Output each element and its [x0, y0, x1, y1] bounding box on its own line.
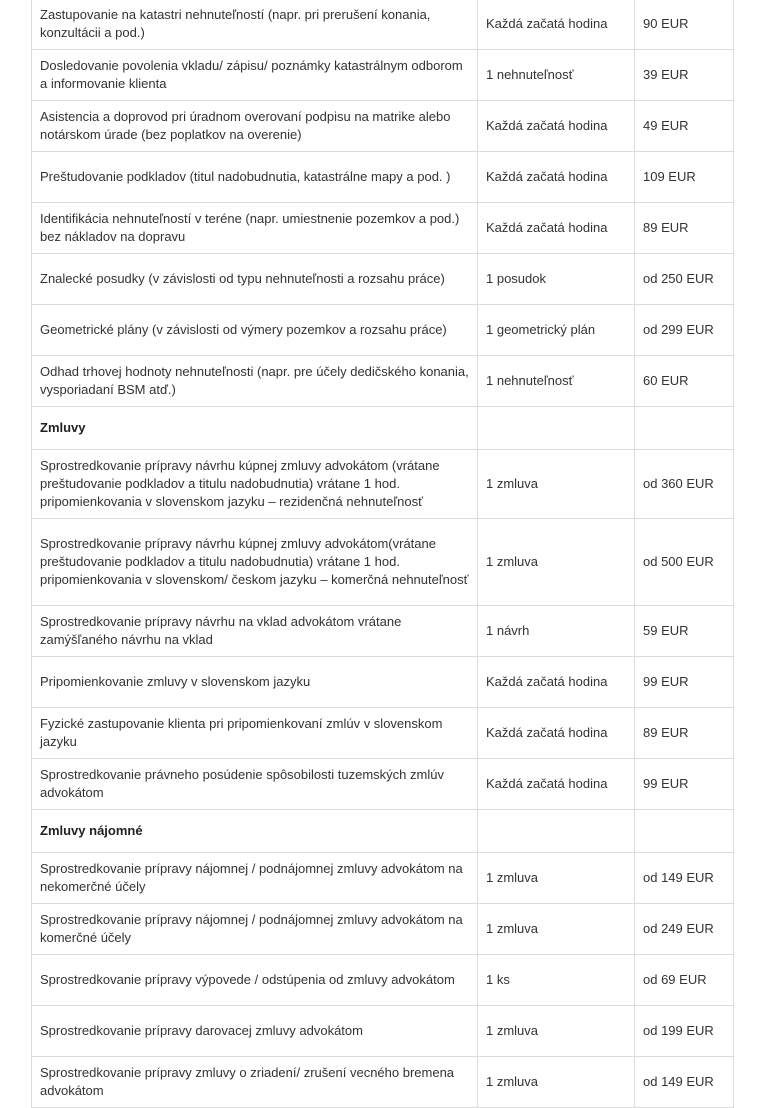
- price-cell: 109 EUR: [635, 152, 734, 203]
- section-header-row: [32, 407, 734, 450]
- service-cell: Asistencia a doprovod pri úradnom overovaní podpisu na matrike alebo notárskom úrade (bez poplatkov na overenie): [32, 101, 478, 152]
- service-cell: Zastupovanie na katastri nehnuteľností (napr. pri prerušení konania, konzultácii a pod.): [32, 0, 478, 50]
- table-row: [32, 904, 734, 955]
- price-cell: od 199 EUR: [635, 1006, 734, 1057]
- price-cell: 99 EUR: [635, 759, 734, 810]
- price-cell: od 500 EUR: [635, 519, 734, 606]
- service-cell: Odhad trhovej hodnoty nehnuteľnosti (napr. pre účely dedičského konania, vysporiadaní BSM atď.): [32, 356, 478, 407]
- section-header-row: [32, 810, 734, 853]
- table-row: [32, 1006, 734, 1057]
- unit-cell: 1 nehnuteľnosť: [478, 356, 635, 407]
- service-cell: Sprostredkovanie prípravy zmluvy o zriadení/ zrušení vecného bremena advokátom: [32, 1057, 478, 1108]
- table-row: [32, 203, 734, 254]
- service-cell: Znalecké posudky (v závislosti od typu nehnuteľnosti a rozsahu práce): [32, 254, 478, 305]
- table-row: [32, 356, 734, 407]
- table-row: [32, 450, 734, 519]
- table-row: [32, 657, 734, 708]
- service-cell: Sprostredkovanie prípravy návrhu kúpnej zmluvy advokátom(vrátane preštudovanie podkladov a titulu nadobudnutia) vrátane 1 hod. pripomienkovania v slovenskom/ českom jazyku – komerčná nehnuteľnosť: [32, 519, 478, 606]
- unit-cell: 1 zmluva: [478, 904, 635, 955]
- unit-cell: 1 zmluva: [478, 450, 635, 519]
- unit-cell: 1 návrh: [478, 606, 635, 657]
- price-cell: od 249 EUR: [635, 904, 734, 955]
- service-cell: Sprostredkovanie prípravy výpovede / odstúpenia od zmluvy advokátom: [32, 955, 478, 1006]
- price-cell: 89 EUR: [635, 203, 734, 254]
- unit-cell: 1 zmluva: [478, 1006, 635, 1057]
- unit-cell: 1 geometrický plán: [478, 305, 635, 356]
- service-cell: Identifikácia nehnuteľností v teréne (napr. umiestnenie pozemkov a pod.) bez nákladov na dopravu: [32, 203, 478, 254]
- table-row: [32, 305, 734, 356]
- table-row: [32, 1057, 734, 1108]
- section-empty-cell: [635, 407, 734, 450]
- price-cell: 60 EUR: [635, 356, 734, 407]
- section-title: Zmluvy: [40, 420, 86, 435]
- price-cell: 99 EUR: [635, 657, 734, 708]
- unit-cell: 1 zmluva: [478, 519, 635, 606]
- table-row: [32, 606, 734, 657]
- unit-cell: 1 nehnuteľnosť: [478, 50, 635, 101]
- section-empty-cell: [478, 810, 635, 853]
- price-cell: 39 EUR: [635, 50, 734, 101]
- table-row: [32, 519, 734, 606]
- unit-cell: Každá začatá hodina: [478, 203, 635, 254]
- section-title-cell: [32, 810, 478, 853]
- price-cell: 59 EUR: [635, 606, 734, 657]
- service-cell: Sprostredkovanie prípravy nájomnej / podnájomnej zmluvy advokátom na nekomerčné účely: [32, 853, 478, 904]
- unit-cell: Každá začatá hodina: [478, 0, 635, 50]
- price-cell: 49 EUR: [635, 101, 734, 152]
- unit-cell: Každá začatá hodina: [478, 759, 635, 810]
- table-row: [32, 759, 734, 810]
- service-cell: Sprostredkovanie prípravy nájomnej / podnájomnej zmluvy advokátom na komerčné účely: [32, 904, 478, 955]
- unit-cell: 1 zmluva: [478, 853, 635, 904]
- service-cell: Sprostredkovanie prípravy darovacej zmluvy advokátom: [32, 1006, 478, 1057]
- price-cell: od 149 EUR: [635, 853, 734, 904]
- unit-cell: Každá začatá hodina: [478, 101, 635, 152]
- section-empty-cell: [478, 407, 635, 450]
- section-title: Zmluvy nájomné: [40, 823, 143, 838]
- table-row: [32, 254, 734, 305]
- unit-cell: Každá začatá hodina: [478, 152, 635, 203]
- price-cell: 89 EUR: [635, 708, 734, 759]
- unit-cell: 1 posudok: [478, 254, 635, 305]
- service-cell: Pripomienkovanie zmluvy v slovenskom jazyku: [32, 657, 478, 708]
- price-cell: od 299 EUR: [635, 305, 734, 356]
- price-cell: od 149 EUR: [635, 1057, 734, 1108]
- table-row: [32, 853, 734, 904]
- unit-cell: Každá začatá hodina: [478, 708, 635, 759]
- service-cell: Preštudovanie podkladov (titul nadobudnutia, katastrálne mapy a pod. ): [32, 152, 478, 203]
- table-row: [32, 0, 734, 50]
- table-row: [32, 50, 734, 101]
- pricing-table: [31, 0, 734, 1108]
- unit-cell: 1 zmluva: [478, 1057, 635, 1108]
- service-cell: Sprostredkovanie právneho posúdenie spôsobilosti tuzemských zmlúv advokátom: [32, 759, 478, 810]
- service-cell: Fyzické zastupovanie klienta pri pripomienkovaní zmlúv v slovenskom jazyku: [32, 708, 478, 759]
- section-empty-cell: [635, 810, 734, 853]
- service-cell: Geometrické plány (v závislosti od výmery pozemkov a rozsahu práce): [32, 305, 478, 356]
- price-cell: od 69 EUR: [635, 955, 734, 1006]
- unit-cell: 1 ks: [478, 955, 635, 1006]
- table-row: [32, 955, 734, 1006]
- price-cell: od 360 EUR: [635, 450, 734, 519]
- table-row: [32, 708, 734, 759]
- section-title-cell: [32, 407, 478, 450]
- service-cell: Sprostredkovanie prípravy návrhu na vklad advokátom vrátane zamýšľaného návrhu na vklad: [32, 606, 478, 657]
- price-cell: 90 EUR: [635, 0, 734, 50]
- unit-cell: Každá začatá hodina: [478, 657, 635, 708]
- service-cell: Sprostredkovanie prípravy návrhu kúpnej zmluvy advokátom (vrátane preštudovanie podkladov a titulu nadobudnutia) vrátane 1 hod. pripomienkovania v slovenskom jazyku – rezidenčná nehnuteľnosť: [32, 450, 478, 519]
- price-cell: od 250 EUR: [635, 254, 734, 305]
- service-cell: Dosledovanie povolenia vkladu/ zápisu/ poznámky katastrálnym odborom a informovanie klienta: [32, 50, 478, 101]
- table-row: [32, 152, 734, 203]
- table-row: [32, 101, 734, 152]
- pricing-table-body: [32, 0, 734, 1108]
